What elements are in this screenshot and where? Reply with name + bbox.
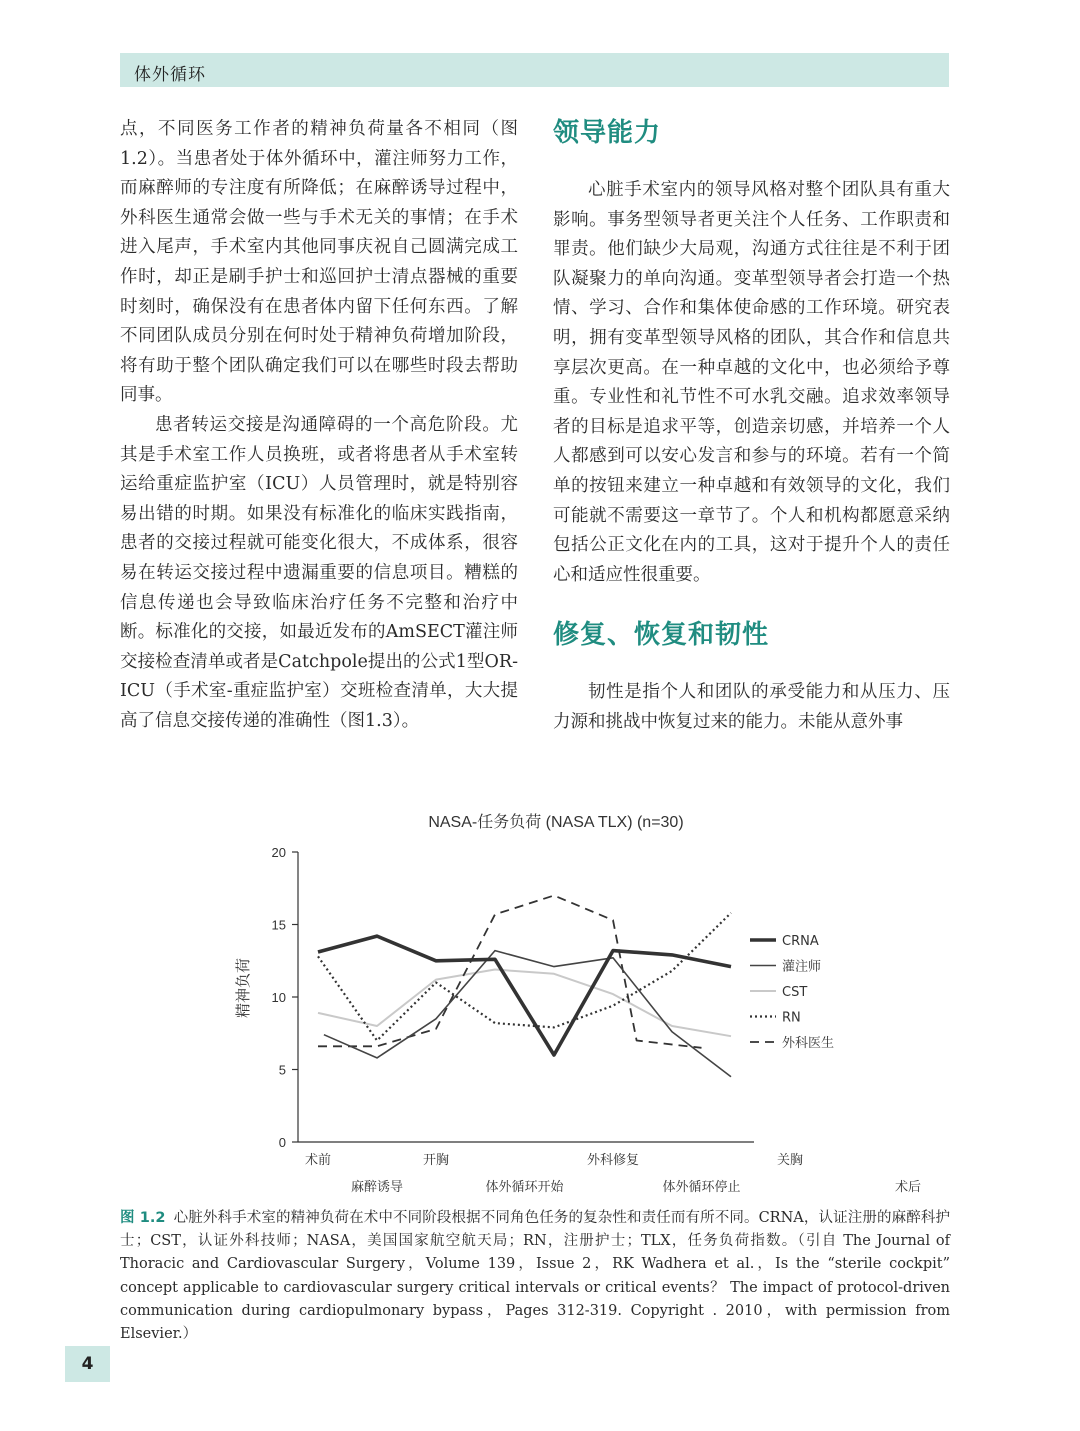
legend-label: RN: [782, 1010, 801, 1026]
running-header: 体外循环: [134, 65, 206, 85]
x-ticks: [305, 1152, 921, 1195]
x-tick-label: 术前: [304, 1153, 332, 1168]
x-tick-label: 麻醉诱导: [350, 1180, 404, 1195]
x-tick-label: 关胸: [776, 1153, 804, 1168]
legend-label: 灌注师: [782, 959, 822, 975]
x-tick-label: 体外循环停止: [662, 1180, 741, 1195]
legend-label: CRNA: [782, 934, 819, 949]
legend-label: 外科医生: [782, 1036, 835, 1051]
y-axis-label: 精神负荷: [234, 957, 252, 1019]
x-tick-label: 外科修复: [586, 1153, 640, 1168]
y-tick-label: 5: [278, 1062, 286, 1078]
y-tick-label: 10: [271, 990, 286, 1005]
series-line: [318, 936, 731, 1055]
series-line: [318, 913, 731, 1041]
x-tick-label: 体外循环开始: [485, 1180, 564, 1195]
caption-label: 图 1.2: [120, 1210, 166, 1226]
paragraph: 患者转运交接是沟通障碍的一个高危阶段。尤其是手术室工作人员换班，或者将患者从手术室转运给重症监护室（ICU）人员管理时，就是特别容易出错的时期。如果没有标准化的临床实践指南，患者的交接过程就可能变化很大，不成体系，很容易在转运交接过程中遗漏重要的信息项目。糟糕的信息传递也会导致临床治疗任务不完整和治疗中断。标准化的交接，如最近发布的AmSECT灌注师交接检查清单或者是Catchpole提出的公式1型OR-ICU（手术室-重症监护室）交班检查清单，大大提高了信息交接传递的准确性（图1.3）。: [120, 414, 518, 731]
figure-1-2: [120, 800, 950, 1200]
y-tick-label: 15: [271, 917, 286, 933]
y-tick-label: 0: [278, 1135, 286, 1150]
right-column: [553, 115, 950, 738]
header-band: [120, 53, 949, 87]
paragraph: 点，不同医务工作者的精神负荷量各不相同（图1.2）。当患者处于体外循环中，灌注师努力工作，而麻醉师的专注度有所降低；在麻醉诱导过程中，外科医生通常会做一些与手术无关的事情；在手术进入尾声，手术室内其他同事庆祝自己圆满完成工作时，却正是刷手护士和巡回护士清点器械的重要时刻时，确保没有在患者体内留下任何东西。了解不同团队成员分别在何时处于精神负荷增加阶段，将有助于整个团队确定我们可以在哪些时段去帮助同事。: [120, 119, 518, 406]
chart-title: NASA-任务负荷 (NASA TLX) (n=30): [428, 814, 684, 831]
page-number: 4: [81, 1354, 94, 1374]
paragraph: 韧性是指个人和团队的承受能力和从压力、压力源和挑战中恢复过来的能力。未能从意外事: [553, 682, 950, 732]
chart-legend: [750, 934, 834, 1051]
legend-label: CST: [782, 985, 808, 1000]
nasa-tlx-chart: [120, 800, 950, 1200]
x-tick-label: 术后: [894, 1180, 922, 1195]
series-lines: [318, 896, 731, 1077]
y-tick-label: 20: [271, 845, 286, 860]
section-heading-resilience: 修复、恢复和韧性: [553, 620, 770, 651]
x-tick-label: 开胸: [422, 1153, 450, 1168]
section-heading-leadership: 领导能力: [553, 118, 662, 148]
page-number-box: [65, 1346, 110, 1382]
paragraph: 心脏手术室内的领导风格对整个团队具有重大影响。事务型领导者更关注个人任务、工作职责和罪责。他们缺少大局观，沟通方式往往是不利于团队凝聚力的单向沟通。变革型领导者会打造一个热情、学习、合作和集体使命感的工作环境。研究表明，拥有变革型领导风格的团队，其合作和信息共享层次更高。在一种卓越的文化中，也必须给予尊重。专业性和礼节性不可水乳交融。追求效率领导者的目标是追求平等，创造亲切感，并培养一个人人都感到可以安心发言和参与的环境。若有一个简单的按钮来建立一种卓越和有效领导的文化，我们可能就不需要这一章节了。个人和机构都愿意采纳包括公正文化在内的工具，这对于提升个人的责任心和适应性很重要。: [553, 180, 950, 585]
figure-caption: [120, 1207, 950, 1346]
caption-text: 心脏外科手术室的精神负荷在术中不同阶段根据不同角色任务的复杂性和责任而有所不同。CRNA，认证注册的麻醉科护士；CST，认证外科技师；NASA，美国国家航空航天局；RN，注册护士；TLX，任务负荷指数。（引自 The Journal of Thoracic and Cardiovascular Surgery，Volume 139，Issue 2，RK Wadhera et al.，Is the “sterile cockpit” concept applicable to cardiovascular surgery critical intervals or critical events？ The impact of protocol-driven communication during cardiopulmonary bypass，Pages 312-319. Copyright . 2010，with permission from Elsevier.）: [120, 1210, 950, 1343]
y-ticks: [272, 845, 298, 1150]
left-column: [120, 115, 518, 736]
